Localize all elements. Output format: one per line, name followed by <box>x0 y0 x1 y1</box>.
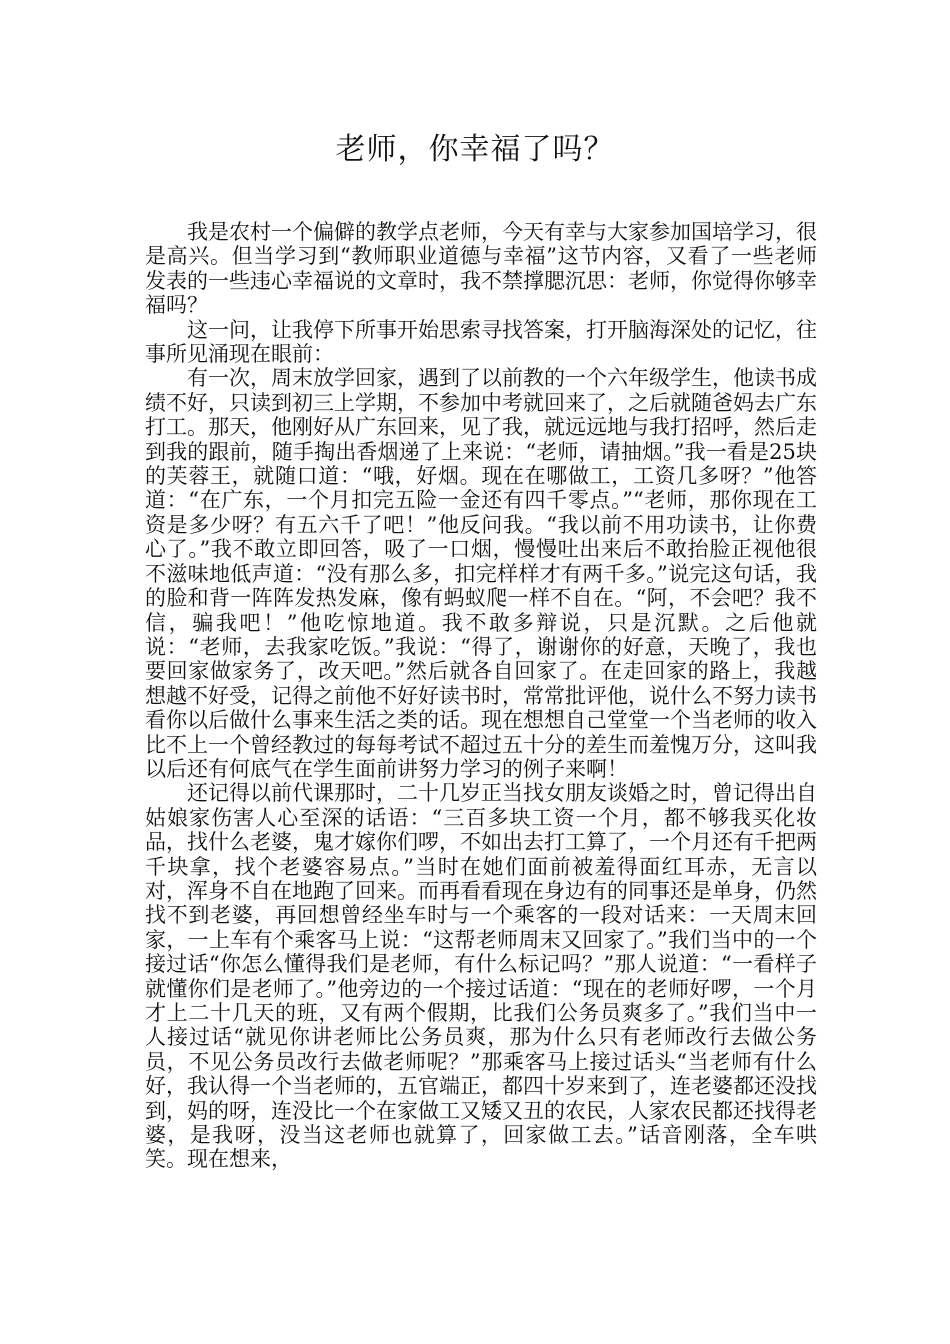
paragraph-3: 有一次，周末放学回家，遇到了以前教的一个六年级学生，他读书成绩不好，只读到初三上学期，不参加中考就回来了，之后就随爸妈去广东打工。那天，他刚好从广东回来，见了我，就远远地与我打招呼，然后走到我的跟前，随手掏出香烟递了上来说：“老师，请抽烟。”我一看是25块的芙蓉王，就随口道：“哦，好烟。现在在哪做工，工资几多呀？”他答道：“在广东，一个月扣完五险一金还有四千零点。”“老师，那你现在工资是多少呀？有五六千了吧！”他反问我。“我以前不用功读书，让你费心了。”我不敢立即回答，吸了一口烟，慢慢吐出来后不敢抬脸正视他很不滋味地低声道：“没有那么多，扣完样样才有两千多。”说完这句话，我的脸和背一阵阵发热发麻，像有蚂蚁爬一样不自在。“阿，不会吧？我不信，骗我吧！”他吃惊地道。我不敢多辩说，只是沉默。之后他就说：“老师，去我家吃饭。”我说：“得了，谢谢你的好意，天晚了，我也要回家做家务了，改天吧。”然后就各自回家了。在走回家的路上，我越想越不好受，记得之前他不好好读书时，常常批评他，说什么不努力读书看你以后做什么事来生活之类的话。现在想想自己堂堂一个当老师的收入比不上一个曾经教过的每每考试不超过五十分的差生而羞愧万分，这叫我以后还有何底气在学生面前讲努力学习的例子来啊！ <box>145 366 817 781</box>
paragraph-2: 这一问，让我停下所事开始思索寻找答案，打开脑海深处的记忆，往事所见涌现在眼前： <box>145 317 817 367</box>
paragraph-4: 还记得以前代课那时，二十几岁正当找女朋友谈婚之时，曾记得出自姑娘家伤害人心至深的话语：“三百多块工资一个月，都不够我买化妆品，找什么老婆，鬼才嫁你们啰，不如出去打工算了，一个月还有千把两千块拿，找个老婆容易点。”当时在她们面前被羞得面红耳赤，无言以对，浑身不自在地跑了回来。而再看看现在身边有的同事还是单身，仍然找不到老婆，再回想曾经坐车时与一个乘客的一段对话来：一天周末回家，一上车有个乘客马上说：“这帮老师周末又回家了。”我们当中的一个接过话“你怎么懂得我们是老师，有什么标记吗？”那人说道：“一看样子就懂你们是老师了。”他旁边的一个接过话道：“现在的老师好啰，一个月才上二十几天的班，又有两个假期，比我们公务员爽多了。”我们当中一人接过话“就见你讲老师比公务员爽，那为什么只有老师改行去做公务员，不见公务员改行去做老师呢？”那乘客马上接过话头“当老师有什么好，我认得一个当老师的，五官端正，都四十岁来到了，连老婆都还没找到，妈的呀，连没比一个在家做工又矮又丑的农民，人家农民都还找得老婆，是我呀，没当这老师也就算了，回家做工去。”话音刚落，全车哄笑。现在想来， <box>145 781 817 1172</box>
document-body <box>145 220 817 1172</box>
paragraph-1: 我是农村一个偏僻的教学点老师，今天有幸与大家参加国培学习，很是高兴。但当学习到“教师职业道德与幸福”这节内容，又看了一些老师发表的一些违心幸福说的文章时，我不禁撑腮沉思：老师，你觉得你够幸福吗？ <box>145 220 817 318</box>
document-title: 老师，你幸福了吗？ <box>335 132 615 167</box>
